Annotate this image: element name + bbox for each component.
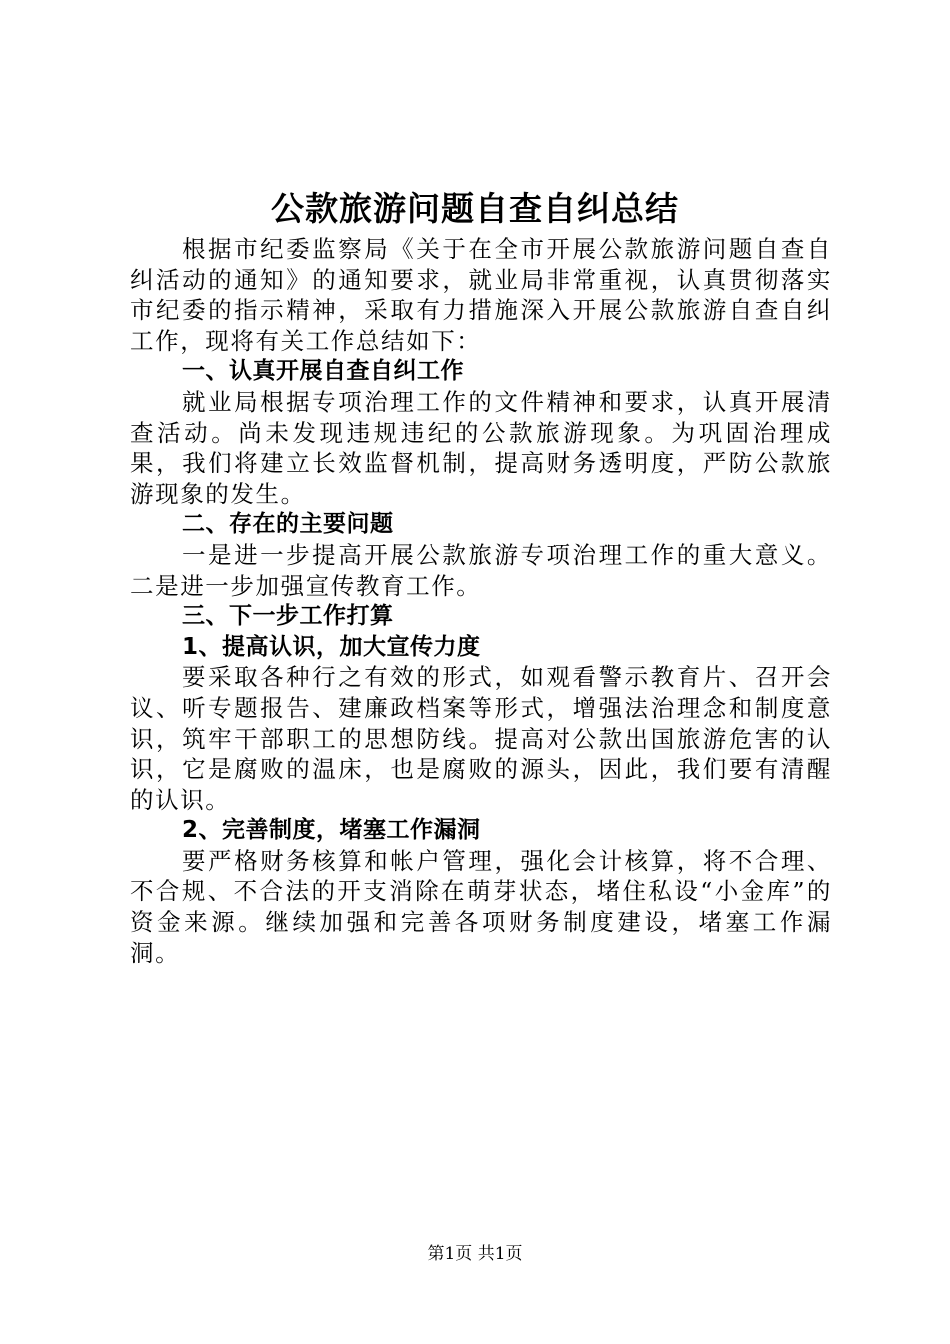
- section-heading-2: 二、存在的主要问题: [182, 511, 394, 538]
- section-heading-1: 一、认真开展自查自纠工作: [182, 358, 464, 385]
- document-title: 公款旅游问题自查自纠总结: [271, 189, 679, 228]
- subsection-heading-2: 2、完善制度，堵塞工作漏洞: [182, 817, 481, 844]
- section-1-paragraph: 就业局根据专项治理工作的文件精神和要求，认真开展清查活动。尚未发现违规违纪的公款旅游现象。为巩固治理成果，我们将建立长效监督机制，提高财务透明度，严防公款旅游现象的发生。: [130, 387, 832, 508]
- subsection-2-paragraph: 要严格财务核算和帐户管理，强化会计核算，将不合理、不合规、不合法的开支消除在萌芽状态，堵住私设“小金库”的资金来源。继续加强和完善各项财务制度建设，堵塞工作漏洞。: [130, 846, 832, 967]
- subsection-heading-1: 1、提高认识，加大宣传力度: [182, 633, 481, 660]
- page-number-footer: 第1页 共1页: [427, 1244, 523, 1264]
- subsection-1-paragraph: 要采取各种行之有效的形式，如观看警示教育片、召开会议、听专题报告、建廉政档案等形式，增强法治理念和制度意识，筑牢干部职工的思想防线。提高对公款出国旅游危害的认识，它是腐败的温床，也是腐败的源头，因此，我们要有清醒的认识。: [130, 663, 832, 814]
- intro-paragraph: 根据市纪委监察局《关于在全市开展公款旅游问题自查自纠活动的通知》的通知要求，就业局非常重视，认真贯彻落实市纪委的指示精神，采取有力措施深入开展公款旅游自查自纠工作，现将有关工作总结如下：: [130, 235, 832, 355]
- document-body: [130, 234, 832, 968]
- section-2-paragraph: 一是进一步提高开展公款旅游专项治理工作的重大意义。二是进一步加强宣传教育工作。: [130, 540, 832, 600]
- section-heading-3: 三、下一步工作打算: [182, 603, 394, 630]
